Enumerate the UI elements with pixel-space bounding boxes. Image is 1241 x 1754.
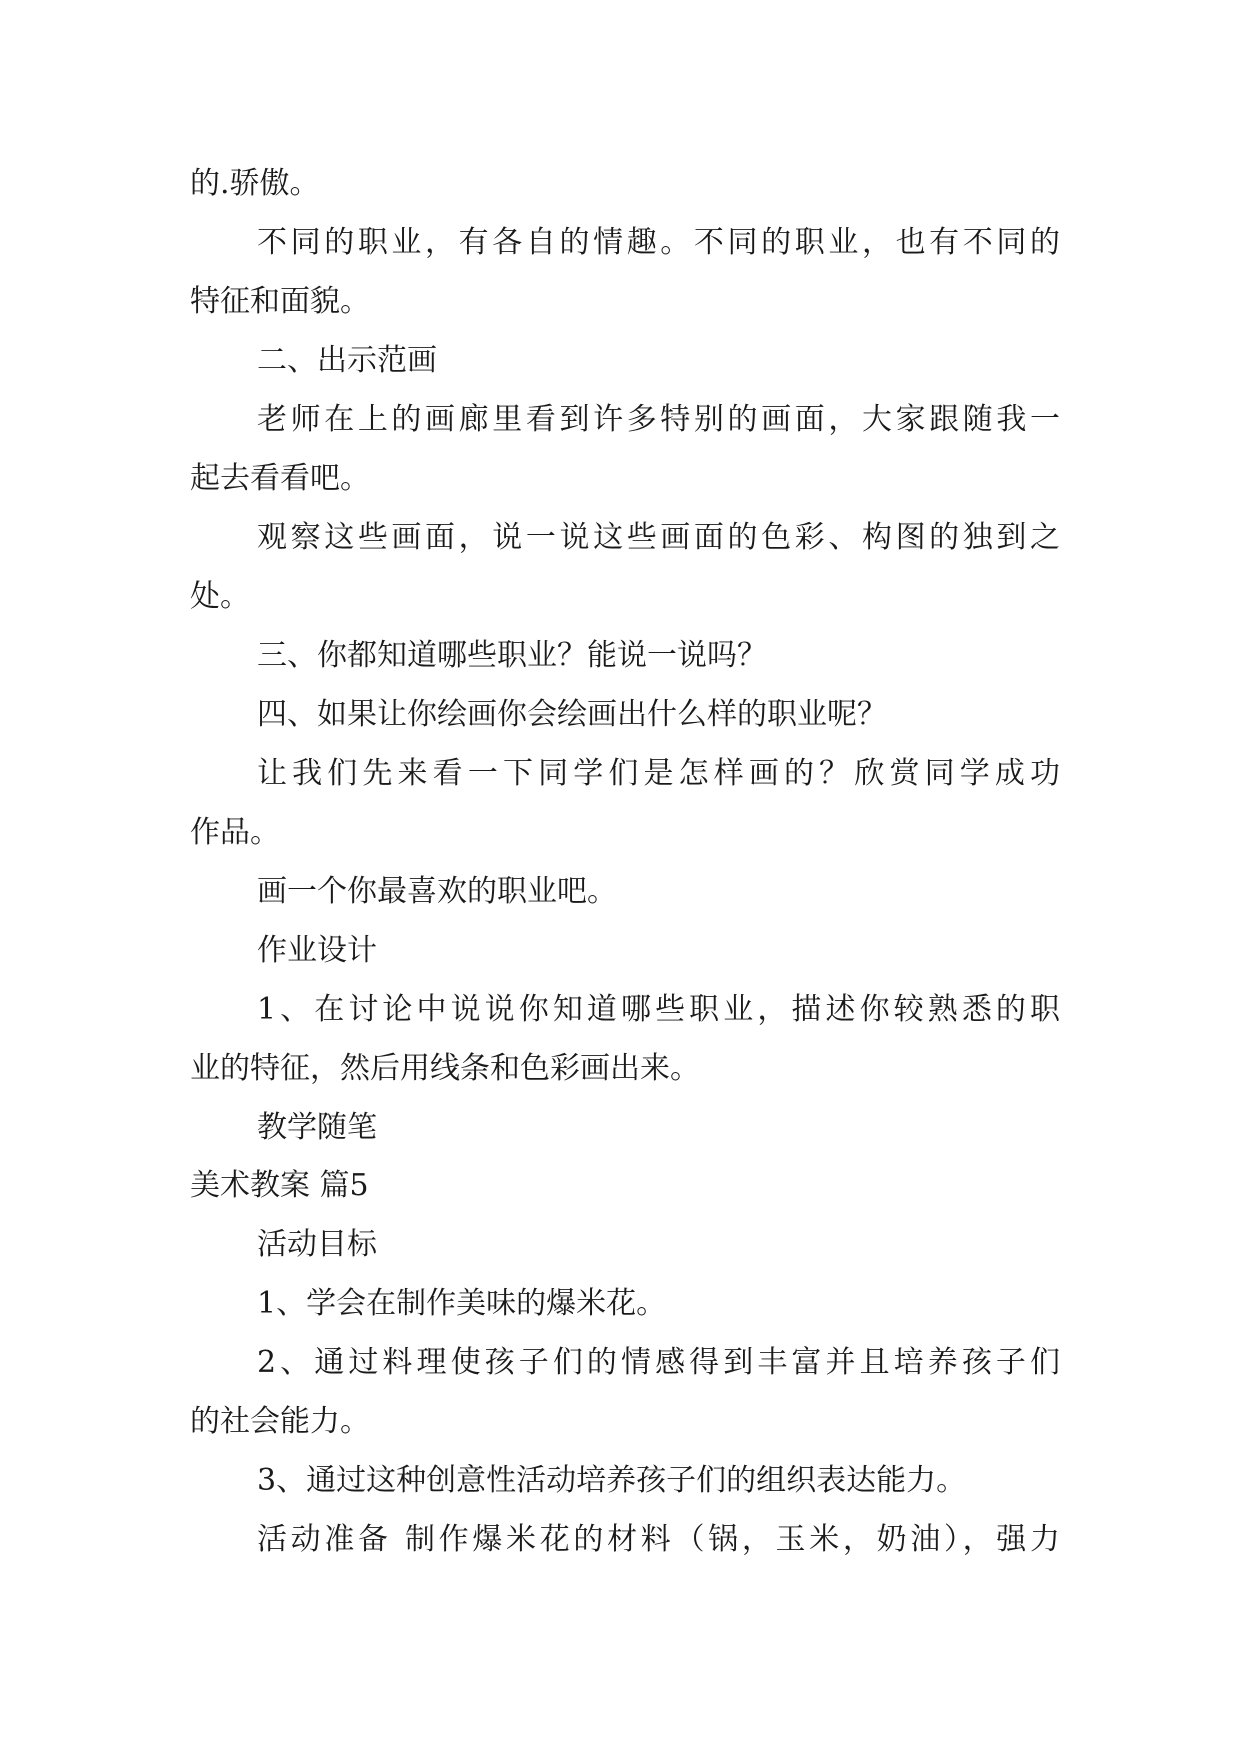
text-line: 处。	[190, 579, 250, 614]
text-line: 不同的职业，有各自的情趣。不同的职业，也有不同的	[257, 225, 1060, 260]
text-line: 老师在上的画廊里看到许多特别的画面，大家跟随我一	[257, 402, 1060, 437]
text-line: 三、你都知道哪些职业？能说一说吗？	[257, 638, 767, 673]
section-heading: 作业设计	[257, 933, 377, 968]
section-heading: 二、出示范画	[257, 343, 437, 378]
text-line: 2、通过料理使孩子们的情感得到丰富并且培养孩子们	[257, 1345, 1060, 1380]
text-line: 1、学会在制作美味的爆米花。	[257, 1286, 667, 1321]
text-line: 观察这些画面，说一说这些画面的色彩、构图的独到之	[257, 520, 1060, 555]
text-line: 1、在讨论中说说你知道哪些职业，描述你较熟悉的职	[257, 992, 1060, 1027]
text-line: 让我们先来看一下同学们是怎样画的？欣赏同学成功	[257, 756, 1060, 791]
text-line: 四、如果让你绘画你会绘画出什么样的职业呢？	[257, 697, 887, 732]
lesson-title: 美术教案 篇5	[190, 1168, 369, 1203]
text-line: 特征和面貌。	[190, 284, 370, 319]
text-line: 活动准备 制作爆米花的材料（锅，玉米，奶油），强力	[257, 1522, 1060, 1557]
text-line: 的社会能力。	[190, 1404, 370, 1439]
section-heading: 活动目标	[257, 1227, 377, 1262]
text-line: 业的特征，然后用线条和色彩画出来。	[190, 1051, 700, 1086]
text-line: 3、通过这种创意性活动培养孩子们的组织表达能力。	[257, 1463, 967, 1498]
section-heading: 教学随笔	[257, 1110, 377, 1145]
text-line: 起去看看吧。	[190, 461, 370, 496]
text-line: 作品。	[190, 815, 280, 850]
text-line: 的.骄傲。	[190, 166, 320, 201]
text-line: 画一个你最喜欢的职业吧。	[257, 874, 617, 909]
